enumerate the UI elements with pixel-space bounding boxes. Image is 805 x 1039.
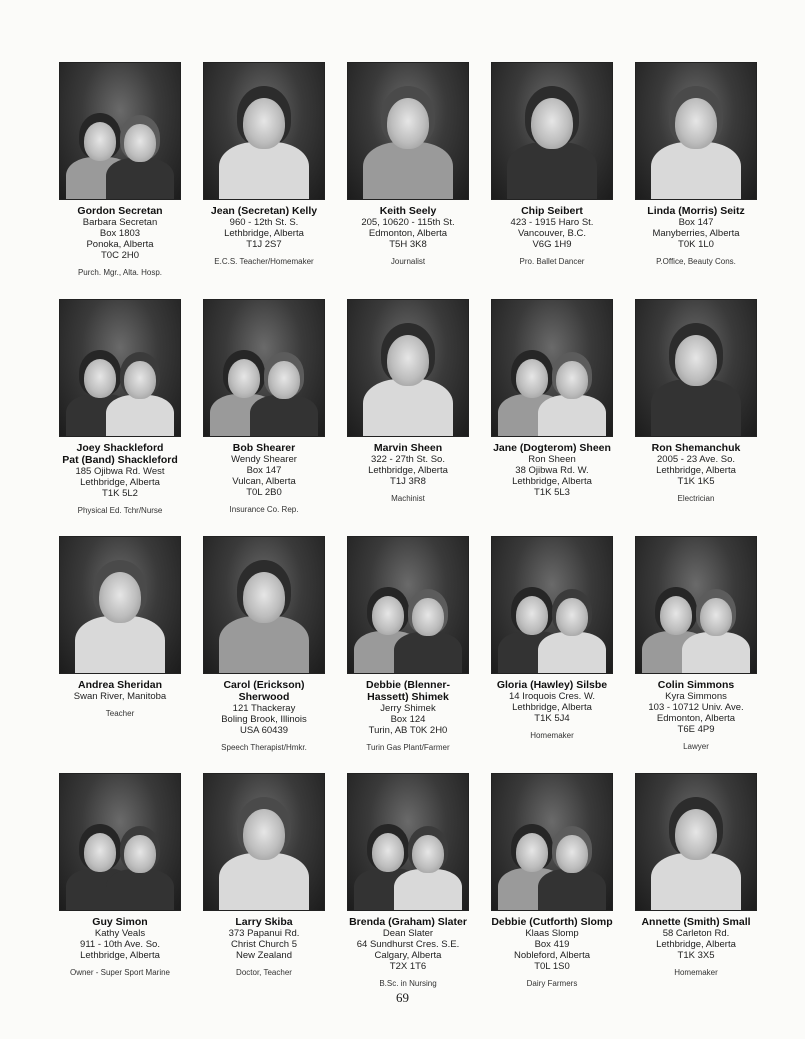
address-line: Edmonton, Alberta xyxy=(656,713,736,724)
person-name: Jean (Secretan) Kelly xyxy=(210,205,318,217)
figure-face xyxy=(516,596,548,634)
figure-face xyxy=(556,835,587,872)
address-line: 205, 10620 - 115th St. xyxy=(361,217,455,228)
figure-body xyxy=(219,142,309,200)
figure-face xyxy=(84,122,116,160)
figure-body xyxy=(363,379,453,437)
address-line: 423 - 1915 Haro St. xyxy=(510,217,594,228)
portrait-entry xyxy=(48,299,192,536)
address-line: T5H 3K8 xyxy=(389,239,427,250)
address-line: T0C 2H0 xyxy=(100,250,139,261)
person-name-continued: Hassett) Shimek xyxy=(367,691,449,703)
portrait-photo xyxy=(59,536,181,674)
portrait-photo xyxy=(347,299,469,437)
address-line: T1K 5L2 xyxy=(102,488,138,499)
figure-face xyxy=(84,833,116,871)
portrait-photo xyxy=(203,299,325,437)
occupation: Machinist xyxy=(391,494,425,503)
portrait-entry xyxy=(336,299,480,536)
figure-face xyxy=(531,98,573,148)
portrait-photo xyxy=(491,62,613,200)
address-line: V6G 1H9 xyxy=(532,239,572,250)
person-name: Gloria (Hawley) Silsbe xyxy=(496,679,608,691)
address-line: T1K 5J4 xyxy=(534,713,570,724)
portrait-photo xyxy=(635,299,757,437)
figure-face xyxy=(228,359,260,397)
figure-face xyxy=(675,98,717,148)
address-line: T1K 5L3 xyxy=(534,487,570,498)
occupation: Homemaker xyxy=(530,731,574,740)
address-line: T2X 1T6 xyxy=(389,961,427,972)
address-line: Box 147 xyxy=(678,217,714,228)
portrait-photo xyxy=(635,62,757,200)
occupation: Speech Therapist/Hmkr. xyxy=(221,743,307,752)
occupation: Teacher xyxy=(105,709,135,718)
address-line: Manyberries, Alberta xyxy=(652,228,740,239)
figure-face xyxy=(556,361,587,398)
address-line: Vulcan, Alberta xyxy=(232,476,296,487)
occupation: Doctor, Teacher xyxy=(236,968,292,977)
figure-face xyxy=(124,124,155,161)
address-line: Lethbridge, Alberta xyxy=(368,465,448,476)
portrait-entry xyxy=(480,536,624,773)
address-line: T1J 3R8 xyxy=(390,476,426,487)
address-line: 373 Papanui Rd. xyxy=(228,928,300,939)
address-line: 2005 - 23 Ave. So. xyxy=(657,454,735,465)
figure-face xyxy=(675,335,717,385)
figure-face xyxy=(124,361,155,398)
page-number: 69 xyxy=(396,990,409,1005)
address-line: Swan River, Manitoba xyxy=(73,691,167,702)
address-line: Dean Slater xyxy=(382,928,434,939)
figure-face xyxy=(268,361,299,398)
portrait-photo xyxy=(203,62,325,200)
address-line: Lethbridge, Alberta xyxy=(80,950,160,961)
portrait-entry xyxy=(192,62,336,299)
address-line: Jerry Shimek xyxy=(380,703,436,714)
figure-body xyxy=(106,158,173,200)
address-line: Nobleford, Alberta xyxy=(513,950,591,961)
address-line: T6E 4P9 xyxy=(677,724,715,735)
portrait-photo xyxy=(491,773,613,911)
address-line: 911 - 10th Ave. So. xyxy=(80,939,160,950)
address-line: T1K 1K5 xyxy=(677,476,715,487)
address-line: Vancouver, B.C. xyxy=(518,228,586,239)
figure-body xyxy=(538,395,605,437)
address-line: Ron Sheen xyxy=(528,454,576,465)
occupation: Insurance Co. Rep. xyxy=(229,505,299,514)
figure-face xyxy=(412,598,443,635)
address-line: 185 Ojibwa Rd. West xyxy=(75,466,165,477)
address-line: Turin, AB T0K 2H0 xyxy=(368,725,448,736)
address-line: Box 419 xyxy=(534,939,570,950)
figure-body xyxy=(106,869,173,911)
portrait-entry xyxy=(336,773,480,1010)
address-line: Lethbridge, Alberta xyxy=(656,939,736,950)
person-name: Carol (Erickson) xyxy=(223,679,305,691)
portrait-entry xyxy=(48,773,192,1010)
figure-body xyxy=(538,869,605,911)
address-line: New Zealand xyxy=(236,950,292,961)
person-name: Keith Seely xyxy=(379,205,437,217)
portrait-entry xyxy=(192,299,336,536)
figure-face xyxy=(124,835,155,872)
address-line: 38 Ojibwa Rd. W. xyxy=(515,465,589,476)
portrait-photo xyxy=(59,773,181,911)
portrait-entry xyxy=(624,62,768,299)
figure-face xyxy=(99,572,141,622)
figure-body xyxy=(507,142,597,200)
address-line: Boling Brook, Illinois xyxy=(221,714,307,725)
address-line: Barbara Secretan xyxy=(82,217,158,228)
portrait-entry xyxy=(480,773,624,1010)
person-name: Ron Shemanchuk xyxy=(651,442,741,454)
address-line: Calgary, Alberta xyxy=(374,950,442,961)
portrait-photo xyxy=(347,62,469,200)
figure-body xyxy=(682,632,749,674)
address-line: Box 1803 xyxy=(99,228,141,239)
portrait-photo xyxy=(347,773,469,911)
address-line: Ponoka, Alberta xyxy=(86,239,154,250)
address-line: Box 147 xyxy=(246,465,282,476)
figure-face xyxy=(516,833,548,871)
figure-face xyxy=(84,359,116,397)
address-line: Christ Church 5 xyxy=(231,939,297,950)
person-name: Joey Shackleford xyxy=(76,442,164,454)
figure-body xyxy=(394,869,461,911)
occupation: Lawyer xyxy=(683,742,709,751)
address-line: 103 - 10712 Univ. Ave. xyxy=(648,702,744,713)
figure-face xyxy=(675,809,717,859)
address-line: T0L 2B0 xyxy=(246,487,282,498)
figure-face xyxy=(387,335,429,385)
person-name-continued: Pat (Band) Shackleford xyxy=(62,454,178,466)
portrait-entry xyxy=(480,299,624,536)
portrait-entry xyxy=(192,773,336,1010)
person-name: Gordon Secretan xyxy=(77,205,163,217)
portrait-entry xyxy=(48,62,192,299)
occupation: Homemaker xyxy=(674,968,718,977)
figure-face xyxy=(243,809,285,859)
portrait-photo xyxy=(59,299,181,437)
occupation: Journalist xyxy=(390,257,426,266)
occupation: Electrician xyxy=(677,494,715,503)
portrait-photo xyxy=(203,773,325,911)
person-name: Chip Seibert xyxy=(521,205,583,217)
occupation: B.Sc. in Nursing xyxy=(379,979,437,988)
occupation: Physical Ed. Tchr/Nurse xyxy=(77,506,163,515)
figure-face xyxy=(387,98,429,148)
person-name: Linda (Morris) Seitz xyxy=(647,205,745,217)
portrait-entry xyxy=(336,62,480,299)
person-name: Guy Simon xyxy=(92,916,148,928)
person-name: Andrea Sheridan xyxy=(77,679,163,691)
figure-body xyxy=(106,395,173,437)
figure-face xyxy=(556,598,587,635)
figure-body xyxy=(651,142,741,200)
portrait-entry xyxy=(192,536,336,773)
portrait-photo xyxy=(203,536,325,674)
person-name: Jane (Dogterom) Sheen xyxy=(493,442,611,454)
person-name: Annette (Smith) Small xyxy=(641,916,751,928)
portrait-entry xyxy=(48,536,192,773)
figure-face xyxy=(243,572,285,622)
address-line: 14 Iroquois Cres. W. xyxy=(508,691,596,702)
occupation: E.C.S. Teacher/Homemaker xyxy=(214,257,314,266)
figure-face xyxy=(372,833,404,871)
portrait-entry xyxy=(624,536,768,773)
portrait-photo xyxy=(59,62,181,200)
address-line: T0L 1S0 xyxy=(534,961,570,972)
address-line: Kyra Simmons xyxy=(665,691,727,702)
address-line: USA 60439 xyxy=(239,725,289,736)
portrait-photo xyxy=(347,536,469,674)
address-line: Lethbridge, Alberta xyxy=(512,702,592,713)
occupation: Purch. Mgr., Alta. Hosp. xyxy=(77,268,163,277)
figure-face xyxy=(700,598,731,635)
address-line: T0K 1L0 xyxy=(678,239,714,250)
address-line: 322 - 27th St. So. xyxy=(371,454,445,465)
address-line: 64 Sundhurst Cres. S.E. xyxy=(356,939,460,950)
address-line: Lethbridge, Alberta xyxy=(80,477,160,488)
address-line: 960 - 12th St. S. xyxy=(229,217,299,228)
address-line: 121 Thackeray xyxy=(232,703,296,714)
portrait-photo xyxy=(491,299,613,437)
yearbook-grid xyxy=(48,62,768,1010)
figure-body xyxy=(651,379,741,437)
figure-body xyxy=(538,632,605,674)
portrait-entry xyxy=(624,299,768,536)
figure-body xyxy=(75,616,165,674)
person-name: Debbie (Blenner- xyxy=(365,679,450,691)
address-line: 58 Carleton Rd. xyxy=(662,928,730,939)
occupation: Dairy Farmers xyxy=(526,979,578,988)
person-name: Bob Shearer xyxy=(232,442,296,454)
person-name: Debbie (Cutforth) Slomp xyxy=(491,916,613,928)
occupation: Turin Gas Plant/Farmer xyxy=(366,743,450,752)
portrait-photo xyxy=(635,773,757,911)
figure-face xyxy=(660,596,692,634)
figure-face xyxy=(412,835,443,872)
person-name-continued: Sherwood xyxy=(238,691,290,703)
figure-face xyxy=(243,98,285,148)
address-line: Kathy Veals xyxy=(94,928,146,939)
portrait-entry xyxy=(480,62,624,299)
address-line: Klaas Slomp xyxy=(525,928,579,939)
occupation: Pro. Ballet Dancer xyxy=(519,257,585,266)
person-name: Brenda (Graham) Slater xyxy=(349,916,467,928)
figure-face xyxy=(516,359,548,397)
figure-face xyxy=(372,596,404,634)
address-line: Lethbridge, Alberta xyxy=(512,476,592,487)
figure-body xyxy=(219,853,309,911)
portrait-photo xyxy=(491,536,613,674)
address-line: Box 124 xyxy=(390,714,426,725)
address-line: Wendy Shearer xyxy=(231,454,297,465)
person-name: Colin Simmons xyxy=(657,679,735,691)
portrait-entry xyxy=(624,773,768,1010)
person-name: Marvin Sheen xyxy=(373,442,443,454)
address-line: T1K 3X5 xyxy=(677,950,715,961)
address-line: T1J 2S7 xyxy=(246,239,282,250)
figure-body xyxy=(651,853,741,911)
figure-body xyxy=(363,142,453,200)
address-line: Lethbridge, Alberta xyxy=(656,465,736,476)
person-name: Larry Skiba xyxy=(235,916,293,928)
address-line: Edmonton, Alberta xyxy=(368,228,448,239)
address-line: Lethbridge, Alberta xyxy=(224,228,304,239)
occupation: P.Office, Beauty Cons. xyxy=(656,257,736,266)
figure-body xyxy=(250,395,317,437)
figure-body xyxy=(219,616,309,674)
portrait-entry xyxy=(336,536,480,773)
occupation: Owner - Super Sport Marine xyxy=(69,968,171,977)
figure-body xyxy=(394,632,461,674)
portrait-photo xyxy=(635,536,757,674)
